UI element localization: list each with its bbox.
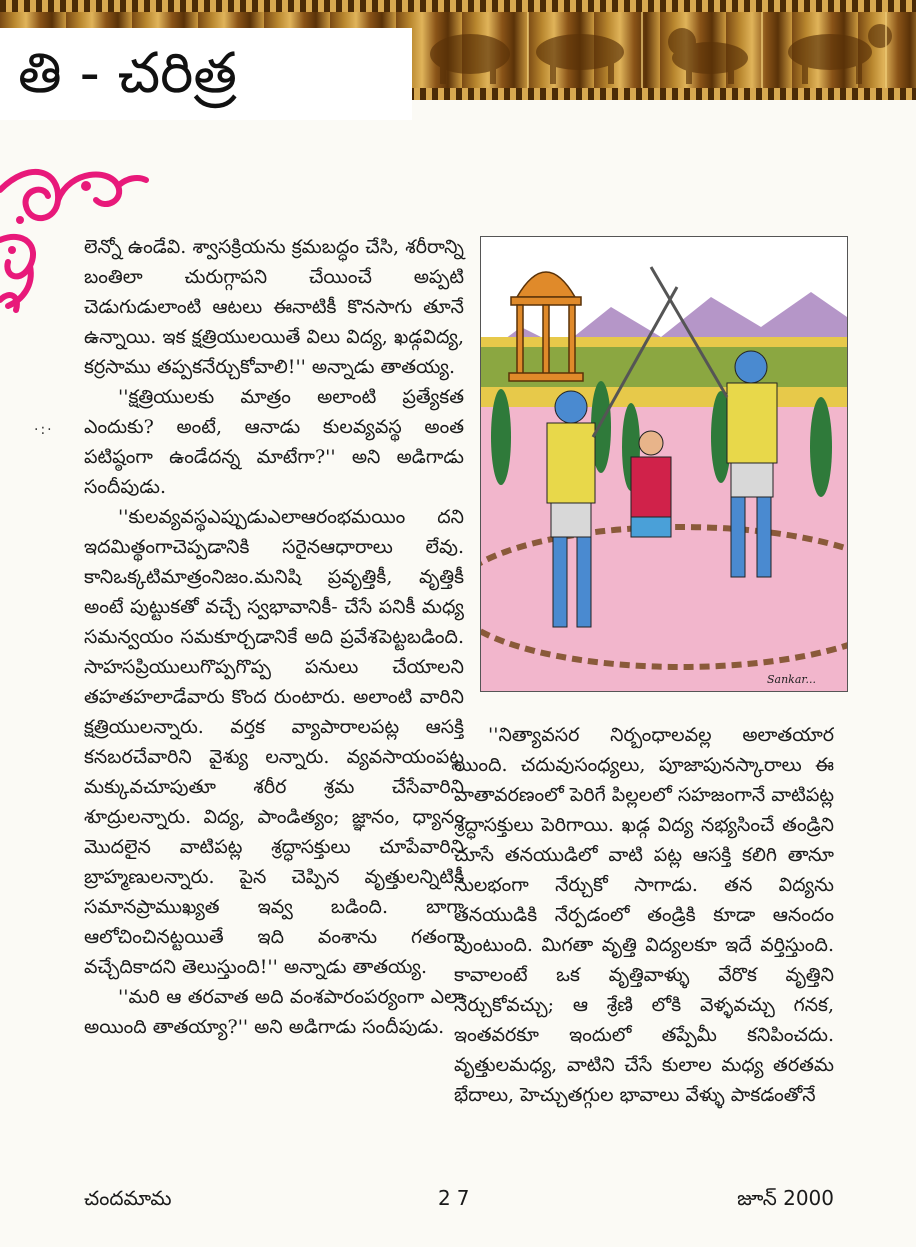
issue-date: జూన్ 2000 bbox=[737, 1186, 834, 1210]
banner-carving-art bbox=[410, 12, 916, 88]
magazine-name: చందమామ bbox=[84, 1186, 172, 1210]
right-text-column bbox=[454, 720, 834, 1110]
ornament-dots: ·:· bbox=[34, 422, 54, 438]
paragraph: లెన్నో ఉండేవి. శ్వాసక్రియను క్రమబద్ధం చేసి, శరీరాన్ని బంతిలా చురుగ్గాపని చేయించే అప్పటి చెడుగుడులాంటి ఆటలు ఈనాటికీ కొనసాగు తూనే ఉన్నాయి. ఇక క్షత్రియులయితే విలు విద్య, ఖడ్గవిద్య, కర్రసాము తప్పకనేర్చుకోవాలి!'' అన్నాడు తాతయ్య. bbox=[84, 236, 464, 378]
paragraph: ''కులవ్యవస్థఎప్పుడుఎలాఆరంభమయిం దని ఇదమిత్థంగాచెప్పడానికి సరైనఆధారాలు లేవు. కానిఒక్కటిమాత్రంనిజం.మనిషి ప్రవృత్తికీ, వృత్తికీ అంటే పుట్టుకతో వచ్చే స్వభావానికీ- చేసే పనికీ మధ్య సమన్వయం సమకూర్చడానికే అది ప్రవేశపెట్టబడింది. సాహసప్రియులుగొప్పగొప్ప పనులు చేయాలని తహతహలాడేవారు కొంద రుంటారు. అలాంటి వారిని క్షత్రియులన్నారు. వర్తక వ్యాపారాలపట్ల ఆసక్తి కనబరచేవారిని వైశ్యు లన్నారు. వ్యవసాయంపట్ల మక్కువచూపుతూ శరీర శ్రమ చేసేవారిని శూద్రులన్నారు. విద్య, పాండిత్యం; జ్ఞానం, ధ్యానం మొదలైన వాటిపట్ల శ్రద్ధాసక్తులు చూపేవారిని బ్రాహ్మణులన్నారు. పైన చెప్పిన వృత్తులన్నిటికీ సమానప్రాముఖ్యత ఇవ్వ బడింది. బాగా ఆలోచించినట్టయితే ఇది వంశాను గతంగా వచ్చేదికాదని తెలుస్తుంది!'' అన్నాడు తాతయ్య. bbox=[84, 506, 464, 978]
sword-fight-illustration bbox=[480, 236, 848, 692]
illustration-art bbox=[481, 237, 847, 691]
left-text-column bbox=[84, 232, 464, 1042]
paragraph: ''నిత్యావసర నిర్బంధాలవల్ల అలాతయార యింది. చదువుసంధ్యలు, పూజాపునస్కారాలు ఈ వాతావరణంలో పెరిగే పిల్లలలో సహజంగానే వాటిపట్ల శ్రద్ధాసక్తులు పెరిగాయి. ఖడ్గ విద్య నభ్యసించే తండ్రిని చూసే తనయుడిలో వాటి పట్ల ఆసక్తి కలిగి తానూ సులభంగా నేర్చుకో సాగాడు. తన విద్యను తనయుడికి నేర్పడంలో తండ్రికి కూడా ఆనందం వుంటుంది. మిగతా వృత్తి విద్యలకూ ఇదే వర్తిస్తుంది. కావాలంటే ఒక వృత్తివాళ్ళు వేరొక వృత్తిని నేర్చుకోవచ్చు; ఆ శ్రేణి లోకి వెళ్ళవచ్చు గనక, ఇంతవరకూ ఇందులో తప్పేమీ కనిపించదు. వృత్తులమధ్య, వాటిని చేసే కులాల మధ్య తరతమ భేదాలు, హెచ్చుతగ్గుల భావాలు వేళ్ళు పాకడంతోనే bbox=[454, 724, 834, 1106]
page-number: 27 bbox=[438, 1186, 476, 1210]
title-box bbox=[0, 28, 412, 120]
page-footer bbox=[0, 1186, 916, 1218]
paragraph: ''క్షత్రియులకు మాత్రం అలాంటి ప్రత్యేకత ఎందుకు? అంటే, ఆనాడు కులవ్యవస్థ అంత పటిష్ఠంగా ఉండేదన్న మాటేగా?'' అని అడిగాడు సందీపుడు. bbox=[84, 386, 464, 498]
paragraph: ''మరి ఆ తరవాత అది వంశపారంపర్యంగా ఎలా అయింది తాతయ్యా?'' అని అడిగాడు సందీపుడు. bbox=[84, 986, 464, 1038]
artist-signature: Sankar... bbox=[767, 673, 816, 686]
banner-top-border bbox=[0, 0, 916, 12]
page-title: తి - చరిత్ర bbox=[18, 41, 237, 106]
